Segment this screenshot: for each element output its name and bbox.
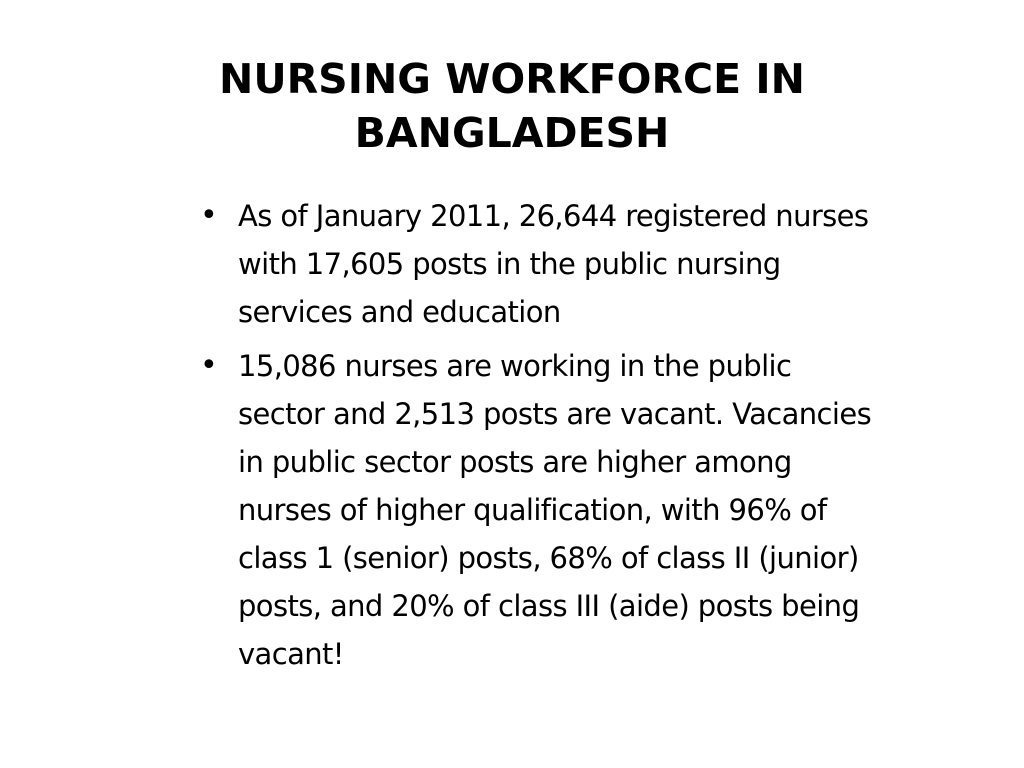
bullet-2-line-1: 15,086 nurses are working in the public [238, 349, 792, 383]
slide-title-line-2: BANGLADESH [354, 109, 670, 157]
bullet-2-line-6: posts, and 20% of class III (aide) posts being [238, 589, 860, 623]
bullet-1-line-1: As of January 2011, 26,644 registered nurses [238, 199, 869, 233]
bullet-1-line-2: with 17,605 posts in the public nursing [238, 247, 781, 281]
slide-title-line-1: NURSING WORKFORCE IN [219, 55, 805, 103]
bullet-2-line-4: nurses of higher qualification, with 96% of [238, 493, 827, 527]
bullet-2-line-7: vacant! [238, 637, 344, 671]
bullet-1-line-3: services and education [238, 295, 561, 329]
bullet-2-line-2: sector and 2,513 posts are vacant. Vacancies [238, 397, 872, 431]
bullet-item-2 [198, 342, 988, 678]
bullet-item-1 [198, 192, 988, 336]
bullet-2-line-5: class 1 (senior) posts, 68% of class II (junior) [238, 541, 859, 575]
bullet-2-line-3: in public sector posts are higher among [238, 445, 792, 479]
bullet-list [198, 192, 988, 684]
bullet-marker: • [200, 198, 218, 233]
slide-title [150, 52, 874, 160]
bullet-marker: • [200, 348, 218, 383]
